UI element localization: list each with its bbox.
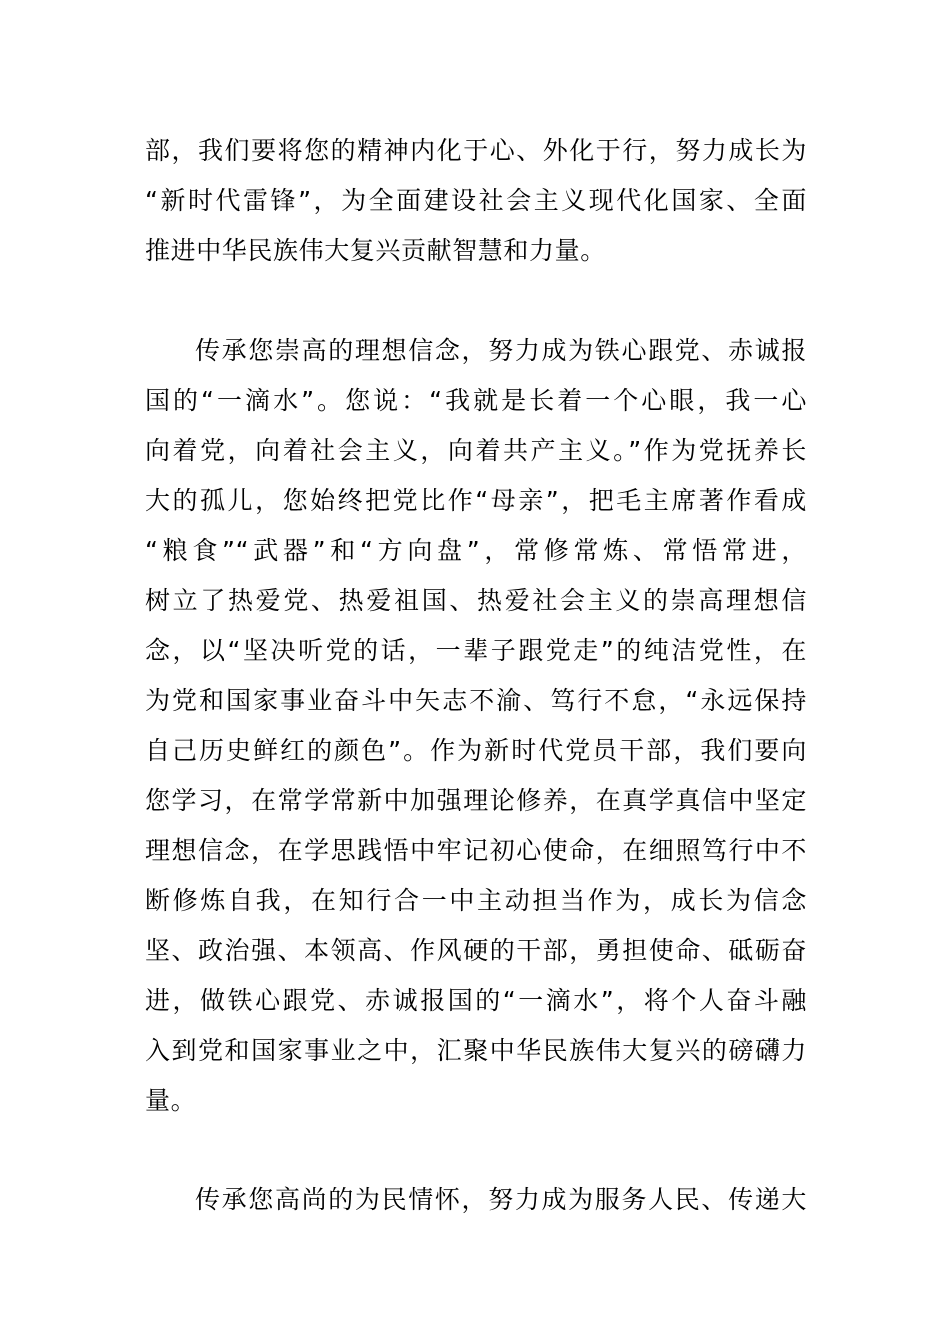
paragraph-1-line-1: 部，我们要将您的精神内化于心、外化于行，努力成长为 <box>145 136 807 165</box>
paragraph-2-line-13: 坚、政治强、本领高、作风硬的干部，勇担使命、砥砺奋 <box>145 936 807 965</box>
paragraph-1-line-3: 推进中华民族伟大复兴贡献智慧和力量。 <box>145 236 606 265</box>
paragraph-2-line-4: 大的孤儿，您始终把党比作“母亲”，把毛主席著作看成 <box>145 486 807 515</box>
paragraph-2-line-16: 量。 <box>145 1086 197 1115</box>
paragraph-2-line-5: “粮食”“武器”和“方向盘”，常修常炼、常悟常进， <box>145 536 807 565</box>
paragraph-2-line-8: 为党和国家事业奋斗中矢志不渝、笃行不怠，“永远保持 <box>145 686 807 715</box>
paragraph-3-line-1: 传承您高尚的为民情怀，努力成为服务人民、传递大 <box>195 1185 807 1214</box>
paragraph-2-line-14: 进，做铁心跟党、赤诚报国的“一滴水”，将个人奋斗融 <box>145 986 807 1015</box>
paragraph-2-line-12: 断修炼自我，在知行合一中主动担当作为，成长为信念 <box>145 886 807 915</box>
paragraph-2-line-7: 念，以“坚决听党的话，一辈子跟党走”的纯洁党性，在 <box>145 636 807 665</box>
paragraph-2-line-6: 树立了热爱党、热爱祖国、热爱社会主义的崇高理想信 <box>145 586 807 615</box>
paragraph-1-line-2: “新时代雷锋”，为全面建设社会主义现代化国家、全面 <box>145 186 807 215</box>
paragraph-2-line-15: 入到党和国家事业之中，汇聚中华民族伟大复兴的磅礴力 <box>145 1036 807 1065</box>
paragraph-2-line-1: 传承您崇高的理想信念，努力成为铁心跟党、赤诚报 <box>195 336 807 365</box>
paragraph-2-line-10: 您学习，在常学常新中加强理论修养，在真学真信中坚定 <box>145 786 807 815</box>
paragraph-2-line-3: 向着党，向着社会主义，向着共产主义。”作为党抚养长 <box>145 436 807 465</box>
paragraph-2-line-2: 国的“一滴水”。您说：“我就是长着一个心眼，我一心 <box>145 386 807 415</box>
paragraph-2-line-9: 自己历史鲜红的颜色”。作为新时代党员干部，我们要向 <box>145 736 807 765</box>
paragraph-2-line-11: 理想信念，在学思践悟中牢记初心使命，在细照笃行中不 <box>145 836 807 865</box>
